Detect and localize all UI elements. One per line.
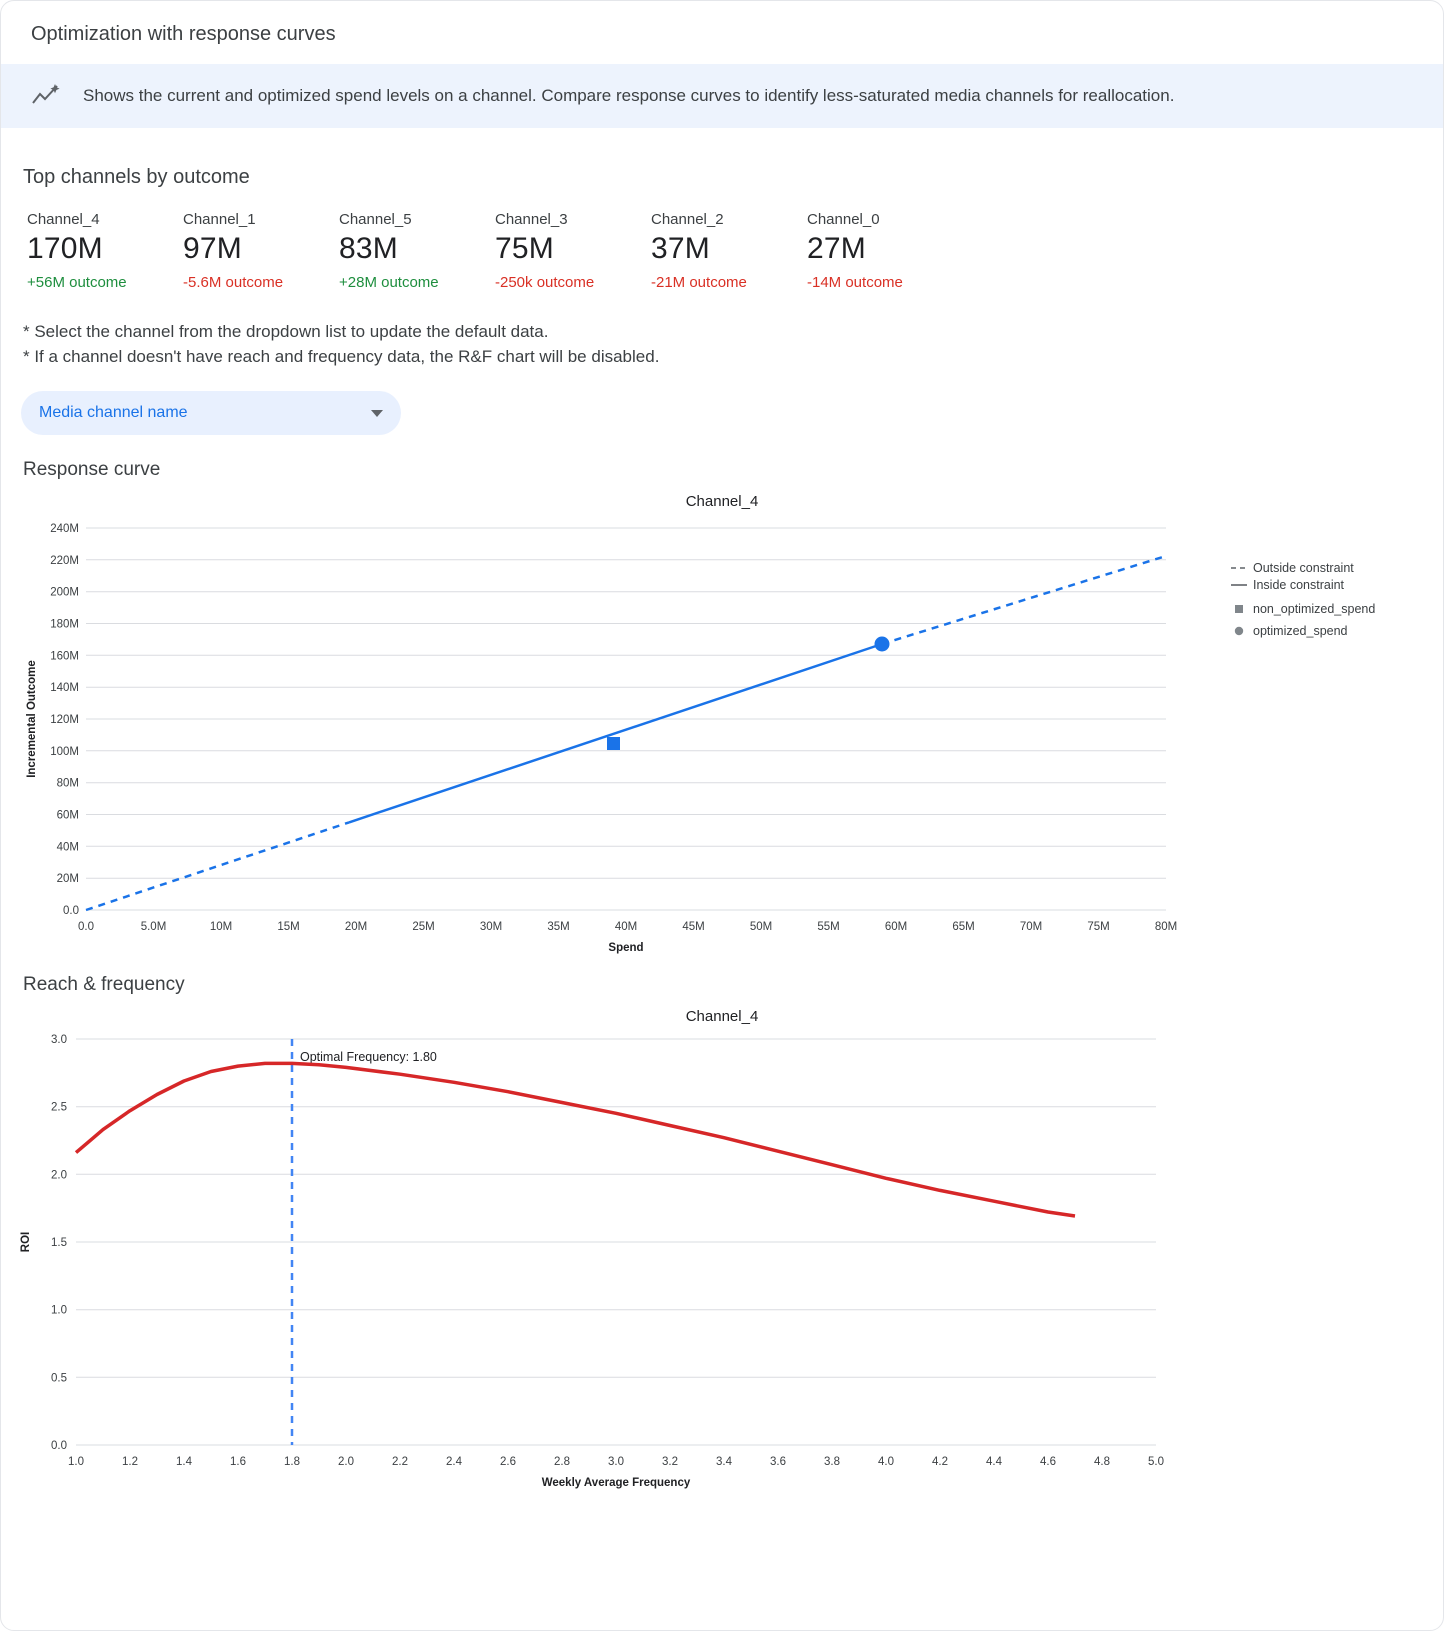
x-tick: 0.0 <box>78 921 94 933</box>
y-tick: 220M <box>50 554 79 567</box>
kpi-delta: -14M outcome <box>807 274 903 291</box>
y-tick: 3.0 <box>51 1034 67 1046</box>
circle-marker-icon <box>1229 625 1249 637</box>
y-tick: 200M <box>50 586 79 599</box>
y-tick: 0.0 <box>63 905 79 917</box>
y-tick: 2.5 <box>51 1101 67 1114</box>
x-tick: 3.2 <box>662 1456 678 1468</box>
x-tick: 2.0 <box>338 1456 354 1468</box>
x-tick: 1.8 <box>284 1456 300 1468</box>
kpi-value: 75M <box>495 232 554 265</box>
top-channels-list <box>27 211 1443 291</box>
legend-label: non_optimized_spend <box>1253 601 1376 616</box>
legend-label: Inside constraint <box>1253 577 1345 592</box>
non-optimized-spend-marker <box>607 737 620 750</box>
rf-y-axis-label: ROI <box>20 1231 32 1253</box>
kpi-channel-name: Channel_0 <box>807 211 880 228</box>
x-tick: 4.0 <box>878 1456 894 1468</box>
x-tick: 3.8 <box>824 1456 840 1468</box>
square-marker-icon <box>1229 603 1249 615</box>
x-tick: 75M <box>1087 921 1110 933</box>
response-y-tick-labels <box>50 523 79 917</box>
y-tick: 60M <box>56 809 79 822</box>
x-tick: 2.8 <box>554 1456 570 1468</box>
notes-block <box>23 319 1443 369</box>
legend-label: Outside constraint <box>1253 560 1354 575</box>
response-curve-chart <box>1 493 1443 960</box>
y-tick: 160M <box>50 650 79 663</box>
y-tick: 0.5 <box>51 1372 67 1385</box>
x-tick: 80M <box>1154 921 1178 933</box>
response-outside-constraint-lower <box>86 822 349 910</box>
y-tick: 140M <box>50 682 79 695</box>
response-curve-heading: Response curve <box>23 459 161 480</box>
rf-x-tick-labels <box>68 1456 1164 1468</box>
x-tick: 4.8 <box>1094 1456 1110 1468</box>
kpi-delta: -250k outcome <box>495 274 595 291</box>
y-tick: 1.0 <box>51 1304 67 1317</box>
x-tick: 2.6 <box>500 1456 516 1468</box>
kpi-card <box>807 211 963 291</box>
trend-up-sparkle-icon <box>31 83 71 109</box>
x-tick: 40M <box>614 921 638 933</box>
optimized-spend-marker <box>875 637 890 652</box>
info-banner <box>1 64 1443 128</box>
kpi-channel-name: Channel_4 <box>27 211 100 228</box>
x-tick: 2.2 <box>392 1456 408 1468</box>
note-line-1: * Select the channel from the dropdown list to update the default data. <box>23 322 549 341</box>
chevron-down-icon[interactable] <box>371 410 383 417</box>
x-tick: 50M <box>749 921 773 933</box>
media-channel-dropdown-label: Media channel name <box>39 404 188 421</box>
kpi-value: 27M <box>807 232 866 265</box>
x-tick: 3.4 <box>716 1456 732 1468</box>
legend-item-optimized-spend <box>1229 622 1375 639</box>
rf-y-tick-labels <box>51 1034 67 1452</box>
media-channel-dropdown[interactable] <box>21 391 401 435</box>
kpi-delta: +56M outcome <box>27 274 127 291</box>
y-tick: 180M <box>50 618 79 631</box>
x-tick: 1.6 <box>230 1456 246 1468</box>
x-tick: 30M <box>479 921 503 933</box>
y-tick: 80M <box>56 777 79 790</box>
kpi-channel-name: Channel_3 <box>495 211 568 228</box>
x-tick: 5.0 <box>1148 1456 1164 1468</box>
response-y-axis-label: Incremental Outcome <box>26 660 38 778</box>
y-tick: 0.0 <box>51 1440 67 1452</box>
reach-frequency-heading: Reach & frequency <box>23 974 185 995</box>
y-tick: 2.0 <box>51 1169 67 1182</box>
kpi-card <box>651 211 807 291</box>
x-tick: 45M <box>682 921 705 933</box>
x-tick: 10M <box>209 921 233 933</box>
legend-item-inside-constraint <box>1229 576 1375 593</box>
reach-frequency-chart <box>1 1008 1443 1495</box>
legend-label: optimized_spend <box>1253 623 1348 638</box>
x-tick: 65M <box>952 921 975 933</box>
x-tick: 5.0M <box>140 921 167 933</box>
response-x-tick-labels <box>78 921 1177 933</box>
y-tick: 40M <box>56 841 79 854</box>
response-inside-constraint <box>349 644 882 822</box>
x-tick: 60M <box>884 921 908 933</box>
y-tick: 240M <box>50 523 79 535</box>
kpi-card <box>183 211 339 291</box>
x-tick: 4.4 <box>986 1456 1002 1468</box>
kpi-card <box>27 211 183 291</box>
kpi-channel-name: Channel_2 <box>651 211 724 228</box>
kpi-delta: -5.6M outcome <box>183 274 284 291</box>
rf-chart-title: Channel_4 <box>685 1008 759 1025</box>
x-tick: 15M <box>277 921 300 933</box>
y-tick: 120M <box>50 714 79 726</box>
kpi-value: 83M <box>339 232 398 265</box>
dashed-line-icon <box>1229 565 1249 571</box>
kpi-delta: -21M outcome <box>651 274 747 291</box>
x-tick: 1.4 <box>176 1456 192 1468</box>
x-tick: 70M <box>1019 921 1043 933</box>
legend-item-non-optimized-spend <box>1229 600 1375 617</box>
x-tick: 20M <box>344 921 368 933</box>
x-tick: 4.6 <box>1040 1456 1056 1468</box>
kpi-channel-name: Channel_5 <box>339 211 412 228</box>
kpi-delta: +28M outcome <box>339 274 439 291</box>
x-tick: 25M <box>412 921 435 933</box>
page-title: Optimization with response curves <box>31 23 336 45</box>
x-tick: 1.2 <box>122 1456 138 1468</box>
x-tick: 3.6 <box>770 1456 786 1468</box>
y-tick: 20M <box>56 873 79 886</box>
info-banner-text: Shows the current and optimized spend levels on a channel. Compare response curves to identify less-saturated media channels for reallocation. <box>83 86 1175 105</box>
rf-grid <box>76 1039 1156 1445</box>
kpi-card <box>495 211 651 291</box>
kpi-channel-name: Channel_1 <box>183 211 256 228</box>
solid-line-icon <box>1229 582 1249 588</box>
y-tick: 100M <box>50 745 79 758</box>
response-curve-legend <box>1229 559 1375 639</box>
y-tick: 1.5 <box>51 1237 67 1249</box>
legend-item-outside-constraint <box>1229 559 1375 576</box>
optimal-frequency-annotation: Optimal Frequency: 1.80 <box>300 1050 437 1064</box>
rf-roi-curve <box>76 1063 1075 1216</box>
response-curve-chart-title: Channel_4 <box>685 493 759 510</box>
x-tick: 35M <box>547 921 570 933</box>
rf-x-axis-label: Weekly Average Frequency <box>541 1477 691 1489</box>
response-grid <box>86 528 1166 910</box>
response-x-axis-label: Spend <box>608 942 644 954</box>
x-tick: 4.2 <box>932 1456 948 1468</box>
kpi-value: 97M <box>183 232 242 265</box>
kpi-card <box>339 211 495 291</box>
x-tick: 3.0 <box>608 1456 624 1468</box>
note-line-2: * If a channel doesn't have reach and frequency data, the R&F chart will be disabled. <box>23 347 660 366</box>
kpi-value: 37M <box>651 232 710 265</box>
x-tick: 2.4 <box>446 1456 462 1468</box>
top-channels-title: Top channels by outcome <box>23 166 250 188</box>
x-tick: 1.0 <box>68 1456 84 1468</box>
response-outside-constraint-upper <box>882 556 1166 644</box>
x-tick: 55M <box>817 921 840 933</box>
kpi-value: 170M <box>27 232 103 265</box>
